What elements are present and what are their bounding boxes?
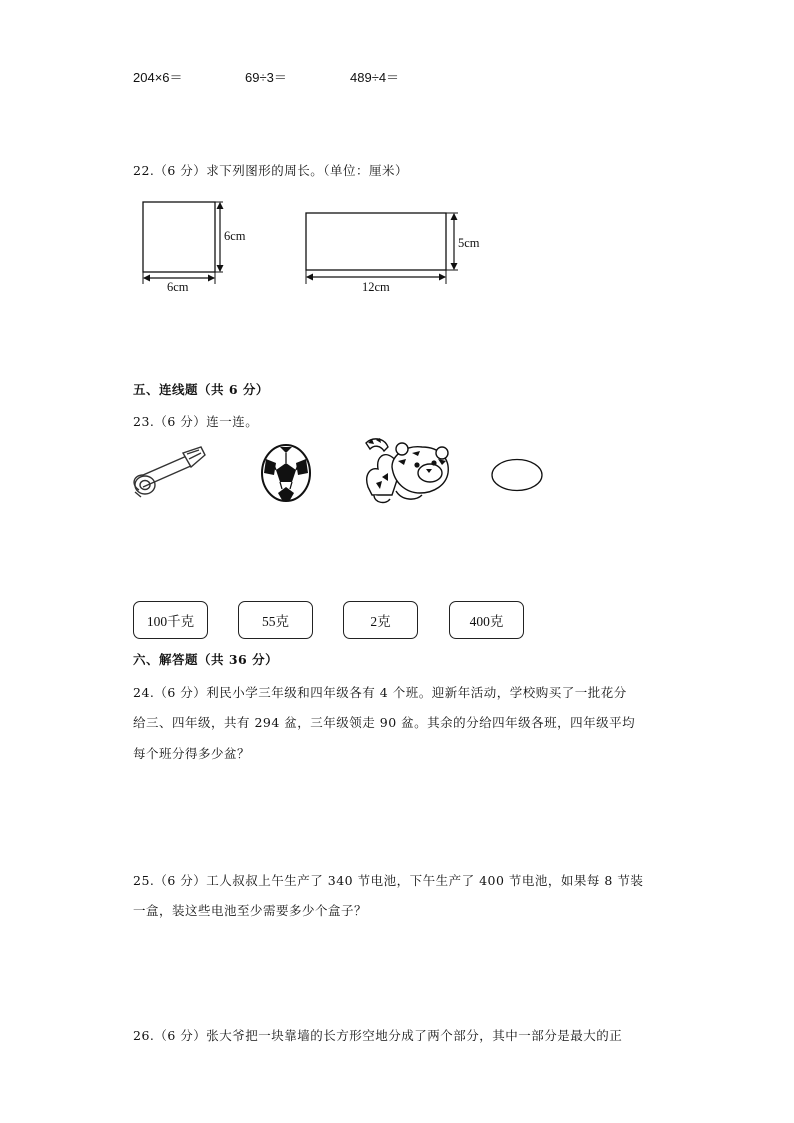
rect-side-label: 5cm [458,236,480,250]
tiger-toy-icon [362,435,454,507]
weight-box-2g[interactable]: 2克 [343,601,418,639]
safety-pin-icon [131,445,207,505]
calc-expression-3: 489÷4＝ [350,70,400,85]
q22-stem: 22.（6 分）求下列图形的周长。（单位：厘米） [133,163,409,178]
rectangle-figure [306,213,458,284]
square-side-label: 6cm [224,229,246,243]
section5-heading: 五、连线题（共 6 分） [133,382,269,397]
square-bottom-label: 6cm [167,280,189,294]
section6-heading: 六、解答题（共 36 分） [133,652,279,667]
football-icon [260,443,312,503]
calc-expression-1: 204×6＝ [133,70,183,85]
q25-line-1: 25.（6 分）工人叔叔上午生产了 340 节电池，下午生产了 400 节电池，如果每 8 节装 [133,873,644,888]
q26-line-1: 26.（6 分）张大爷把一块靠墙的长方形空地分成了两个部分，其中一部分是最大的正 [133,1028,623,1043]
square-figure [143,202,223,284]
ellipse-shape [490,457,544,493]
q24-line-1: 24.（6 分）利民小学三年级和四年级各有 4 个班。迎新年活动，学校购买了一批花分 [133,685,627,700]
weight-box-400g[interactable]: 400克 [449,601,524,639]
rect-bottom-label: 12cm [362,280,390,294]
q24-line-3: 每个班分得多少盆？ [133,746,251,761]
q25-line-2: 一盒，装这些电池至少需要多少个盒子？ [133,903,368,918]
calc-expression-2: 69÷3＝ [245,70,287,85]
q24-line-2: 给三、四年级，共有 294 盆，三年级领走 90 盆。其余的分给四年级各班，四年级平均 [133,715,636,730]
q23-stem: 23.（6 分）连一连。 [133,414,259,429]
weight-box-100kg[interactable]: 100千克 [133,601,208,639]
perimeter-figures [125,190,505,300]
weight-box-55g[interactable]: 55克 [238,601,313,639]
